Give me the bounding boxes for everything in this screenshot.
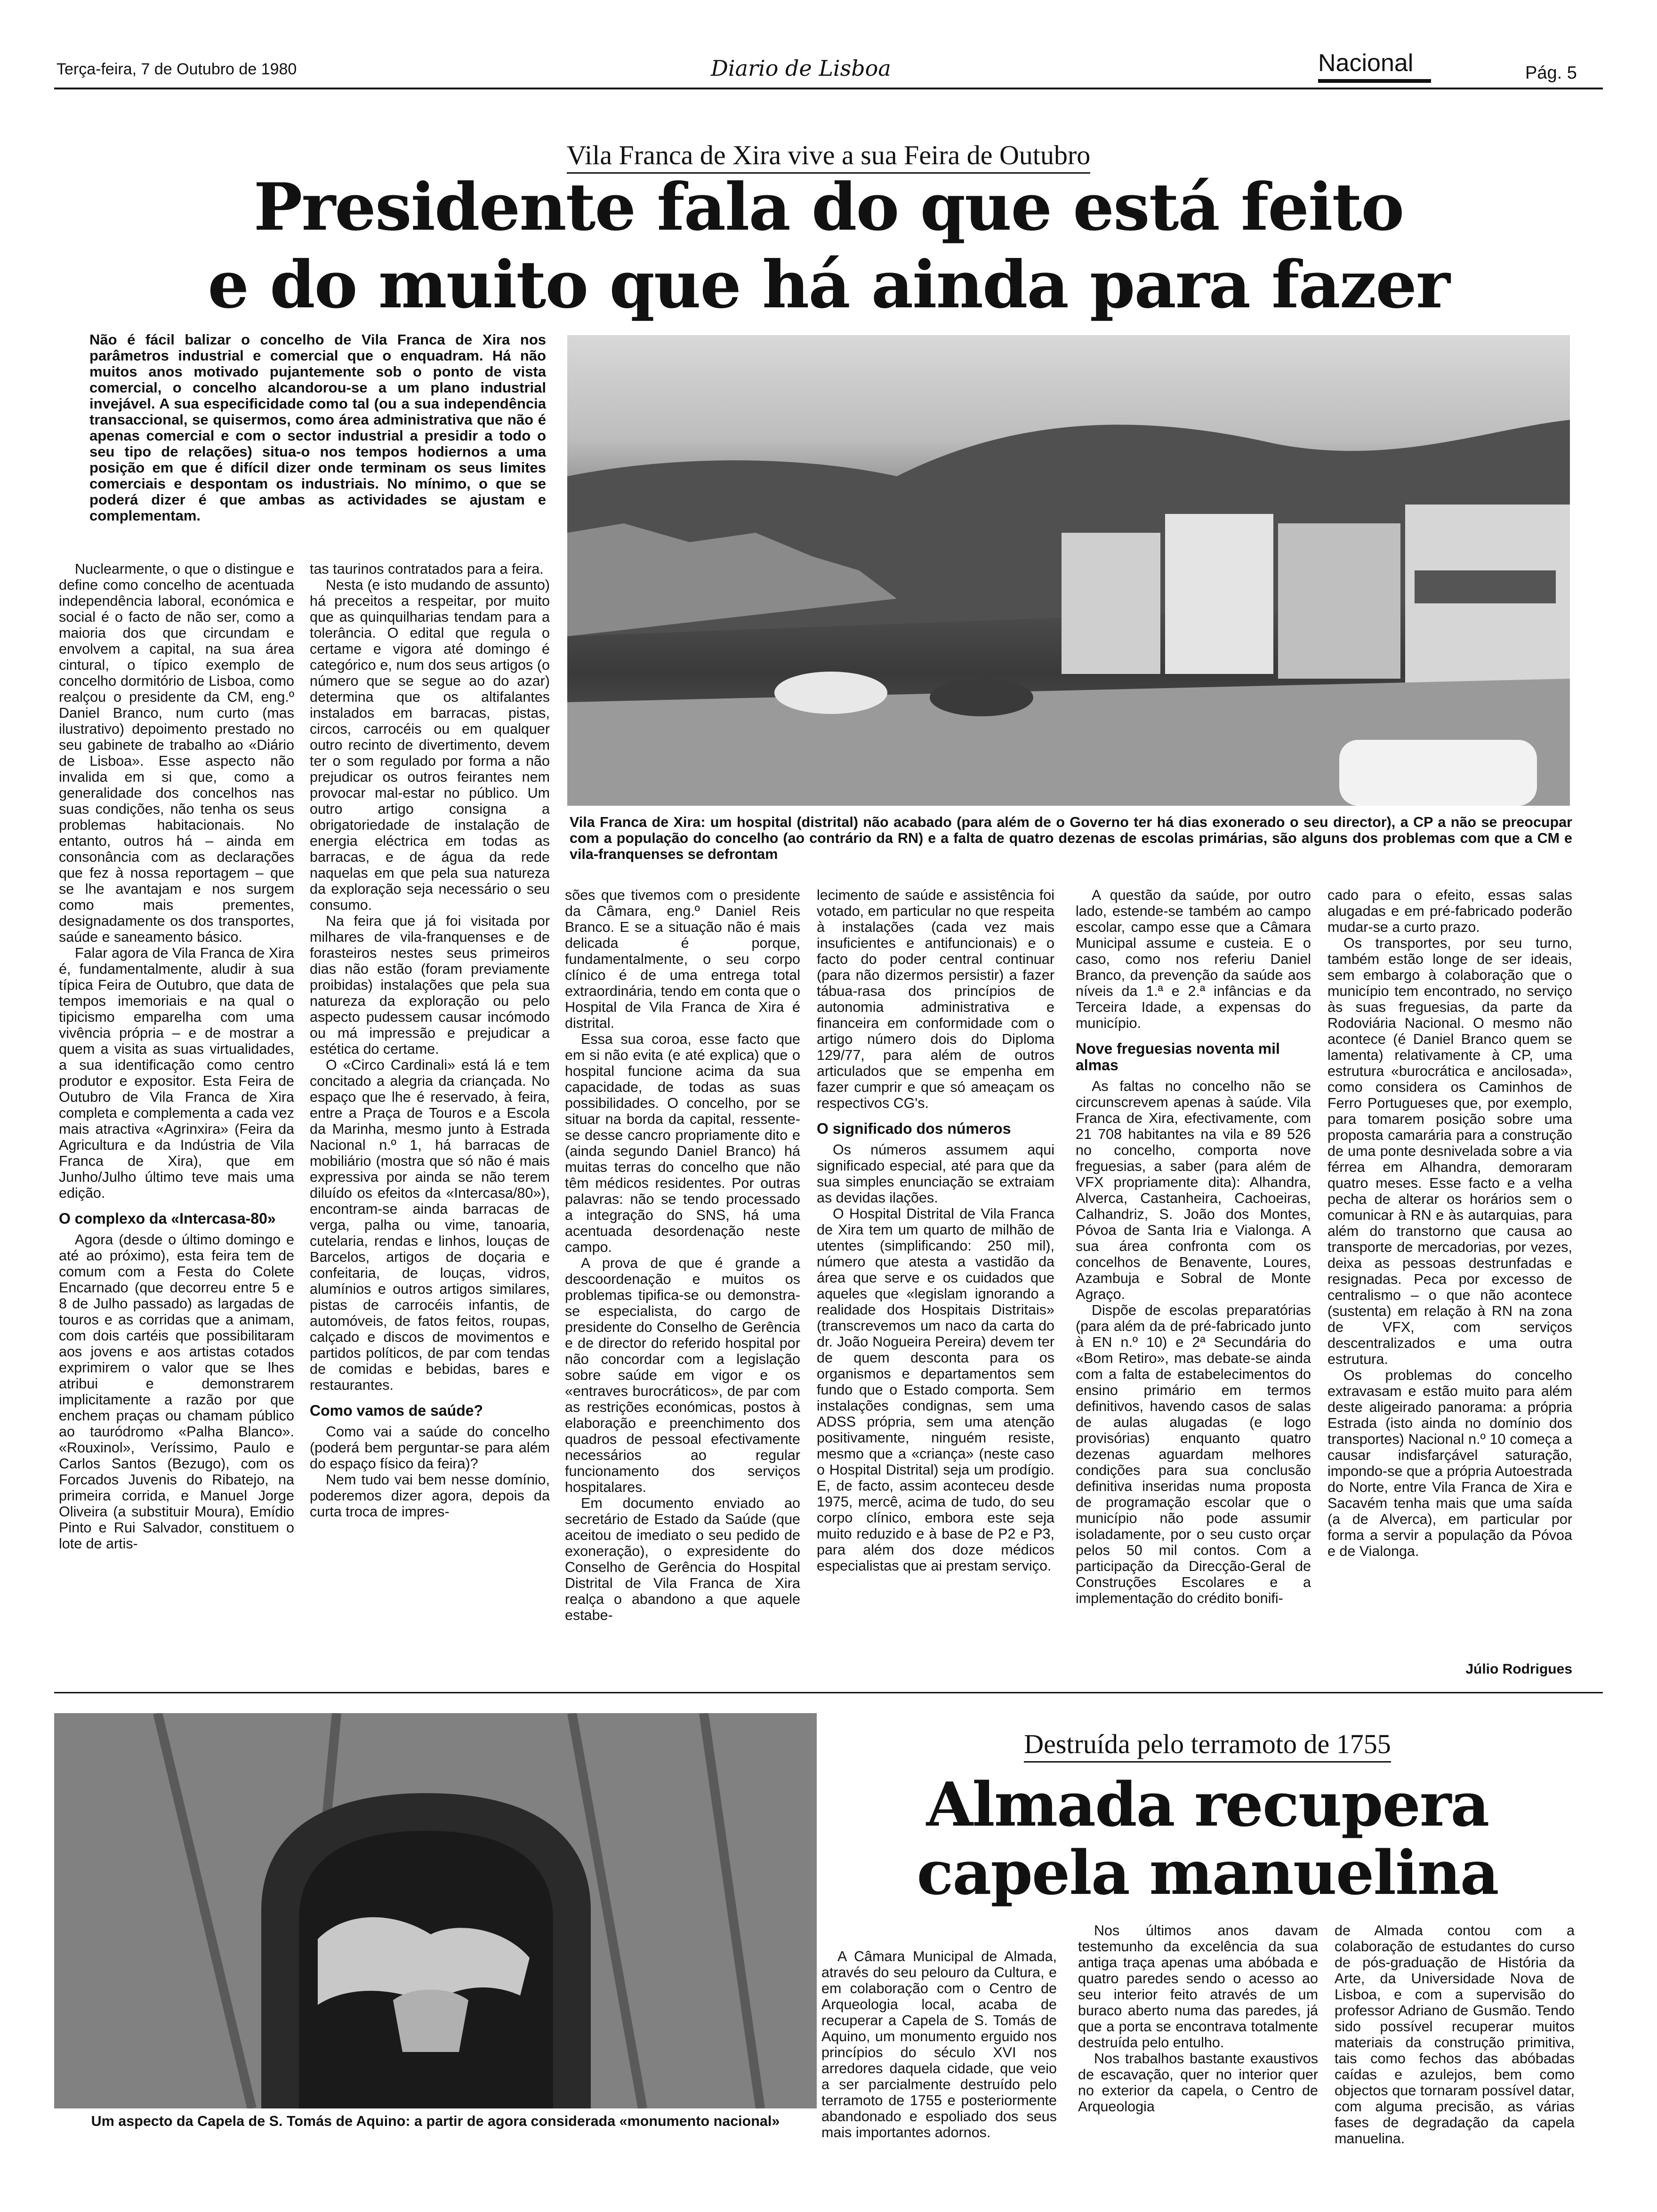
paragraph: As faltas no concelho não se circunscrevem apenas à saúde. Vila Franca de Xira, efectivamente, com 21 708 habitantes na vila e 89 526 no concelho, comporta nove freguesias, a saber (para além de VFX propriamente dita): Alhandra, Alverca, Castanheira, Cachoeiras, Calhandriz, S. João dos Montes, Póvoa de Santa Iria e Vialonga. A sua área confronta com os concelhos de Benavente, Loures, Azambuja e Sobral de Monte Agraço. [1076, 1078, 1311, 1302]
paragraph: cado para o efeito, essas salas alugadas e em pré-fabricado poderão mudar-se a curto prazo. [1327, 887, 1572, 935]
paragraph: Os transportes, por seu turno, também estão longe de ser ideais, sem embargo à colaboração que o município tem encontrado, no serviço às suas freguesias, da parte da Rodoviária Nacional. O mesmo não acontece (é Daniel Branco quem se lamenta) relativamente à CP, uma estrutura «burocrática e ancilosada», como considera os Caminhos de Ferro Portugueses que, por exemplo, para tomarem posição sobre uma proposta camarária para a construção de uma ponte desnivelada sobre a via férrea em Alhandra, demoraram quatro meses. Esse facto e a velha pecha de alterar os horários sem o comunicar à RN e às autarquias, para além do transtorno que causa ao transporte de mercadorias, por vezes, deixa as pessoas destrunfadas e resignadas. Peca por excesso de centralismo – o que não acontece (sustenta) em relação à RN na zona de VFX, com serviços descentralizados e uma outra estrutura. [1327, 935, 1572, 1367]
header-date: Terça-feira, 7 de Outubro de 1980 [56, 60, 297, 78]
article-separator-rule [54, 1692, 1603, 1693]
article1-headline-line2: e do muito que há ainda para fazer [208, 246, 1449, 323]
article2-column-3 [1335, 1923, 1575, 2203]
masthead: Diario de Lisboa [711, 56, 891, 81]
paragraph: Em documento enviado ao secretário de Estado da Saúde (que aceitou de imediato o seu pedido de exoneração), o expresidente do Conselho de Gerência do Hospital Distrital de Vila Franca de Xira realça o abandono a que aquele estabe- [565, 1495, 800, 1623]
article2-column-1 [821, 1948, 1057, 2203]
subheading: O significado dos números [817, 1120, 1011, 1137]
section-underline [1318, 79, 1431, 83]
paragraph: Dispõe de escolas preparatórias (para além da de pré-fabricado junto à EN n.º 10) e 2ª Secundária do «Bom Retiro», mas debate-se ainda com a falta de estabelecimentos do ensino primário em termos definitivos, havendo casos de salas de aulas alugadas (e logo provisórias) enquanto quatro dezenas aguardam melhores condições para sua conclusão definitiva inseridas numa proposta de programação escolar que o município não pode assumir isoladamente, por o seu custo orçar pelos 50 mil contos. Com a participação da Direcção-Geral de Construções Escolares e a implementação do crédito bonifi- [1076, 1302, 1311, 1606]
article1-column-5 [1076, 887, 1311, 1679]
subheading: Como vamos de saúde? [310, 1402, 483, 1419]
paragraph: Nos últimos anos davam testemunho da excelência da sua antiga traça apenas uma abóbada e quatro paredes sendo o acesso ao seu interior feito através de um buraco aberto numa das paredes, já que a porta se encontrava totalmente destruída pelo entulho. [1078, 1923, 1318, 2051]
article2-headline-line2: capela manuelina [917, 1838, 1498, 1908]
paragraph: A questão da saúde, por outro lado, estende-se também ao campo escolar, campo esse que a Câmara Municipal assume e custeia. E o caso, como nos referiu Daniel Branco, da prevenção da saúde aos níveis da 1.ª e 2.ª infâncias e da Terceira Idade, a expensas do município. [1076, 887, 1311, 1031]
paragraph: tas taurinos contratados para a feira. [310, 561, 544, 577]
article1-column-6 [1327, 887, 1572, 1650]
subheading: Nove freguesias noventa mil almas [1076, 1040, 1280, 1074]
article1-column-1 [59, 561, 294, 1679]
paragraph: Nos trabalhos bastante exaustivos de escavação, quer no interior quer no exterior da capela, o Centro de Arqueologia [1078, 2051, 1318, 2115]
paragraph: Os números assumem aqui significado especial, até para que da sua simples enunciação se extraiam as devidas ilações. [817, 1142, 1054, 1206]
article1-lead: Não é fácil balizar o concelho de Vila Franca de Xira nos parâmetros industrial e comercial que o enquadram. Há não muitos anos motivado pujantemente sob o ponto de vista comercial, o concelho alcandorou-se a um plano industrial invejável. A sua especificidade como tal (ou a sua independência transaccional, se quisermos, como área administrativa que não é apenas comercial e com o sector industrial a presidir a todo o seu tipo de relações) situa-o nos tempos hodiernos a uma posição em que é difícil dizer onde terminam os seus limites comerciais e despontam os industriais. No mínimo, o que se poderá dizer é que ambas as actividades se ajustam e complementam. [89, 331, 546, 524]
article2-column-2 [1078, 1923, 1318, 2203]
paragraph: Falar agora de Vila Franca de Xira é, fundamentalmente, aludir à sua típica Feira de Outubro, que data de tempos imemoriais e na qual o tipicismo emparelha com uma vivência própria – e de mostrar a quem a visita as suas virtualidades, a sua identificação como centro produtor e expositor. Esta Feira de Outubro de Vila Franca de Xira completa e complementa a cada vez mais atractiva «Agrinxira» (Feira da Agricultura e da Indústria de Vila Franca de Xira), que em Junho/Julho último teve mais uma edição. [59, 945, 294, 1201]
article2-headline-line1: Almada recupera [926, 1770, 1489, 1840]
vila-franca-photo [567, 335, 1570, 806]
paragraph: Os problemas do concelho extravasam e estão muito para além deste aligeirado panorama: a própria Estrada (isto ainda no domínio dos transportes) Nacional n.º 10 começa a causar indisfarçável saturação, impondo-se que a própria Autoestrada do Norte, entre Vila Franca de Xira e Sacavém tenha mais que uma saída (a de Alverca), em particular por forma a servir a população da Póvoa e de Vialonga. [1327, 1367, 1572, 1559]
paragraph: Como vai a saúde do concelho (poderá bem perguntar-se para além do espaço físico da feira)? [310, 1424, 550, 1472]
article1-photo-caption: Vila Franca de Xira: um hospital (distrital) não acabado (para além de o Governo ter há dias exonerado o seu director), a CP a não se preocupar com a população do concelho (ao contrário da RN) e a falta de quatro dezenas de escolas primárias, são alguns dos problemas com que a CM e vila-franquenses se defrontam [570, 814, 1572, 862]
paragraph: A Câmara Municipal de Almada, através do seu pelouro da Cultura, e em colaboração com o Centro de Arqueologia local, acaba de recuperar a Capela de S. Tomás de Aquino, um monumento erguido nos princípios do século XVI nos arredores daquela cidade, que veio a ser parcialmente destruído pelo terramoto de 1755 e posteriormente abandonado e espoliado dos seus mais importantes adornos. [821, 1948, 1057, 2140]
article1-headline-line1: Presidente fala do que está feito [253, 168, 1404, 245]
article1-column-3 [565, 887, 800, 1679]
paragraph: Agora (desde o último domingo e até ao próximo), esta feira tem de comum com a Festa do Colete Encarnado (que decorreu entre 5 e 8 de Julho passado) as largadas de touros e as corridas que a animam, com dois cartéis que possibilitaram aos jovens e aos artistas cotados exprimirem o valor que se lhes atribui e demonstrarem implicitamente a razão por que enchem praças ou chamam público ao tauródromo «Palha Blanco». «Rouxinol», Veríssimo, Paulo e Carlos Santos (Bezugo), com os Forcados Juvenis do Ribatejo, na primeira corrida, e Manuel Jorge Oliveira (a substituir Moura), Emídio Pinto e Rui Salvador, constituem o lote de artis- [59, 1232, 294, 1552]
article1-column-4 [817, 887, 1054, 1679]
paragraph: Na feira que já foi visitada por milhares de vila-franquenses e de forasteiros nestes seus primeiros dias não estão (foram previamente proibidas) instalações que pela sua natureza da exploração ou pelo aspecto pudessem causar incómodo ou má impressão e prejudicar a estética do certame. [310, 913, 550, 1057]
paragraph: lecimento de saúde e assistência foi votado, em particular no que respeita à instalações (cada vez mais insuficientes e antifuncionais) e o facto do poder central continuar (para não dizermos persistir) a fazer tábua-rasa dos princípios de autonomia administrativa e financeira em conformidade com o artigo número dois do Diploma 129/77, para além de outros articulados que se empenha em fazer cumprir e que só ameaçam os respectivos CG's. [817, 887, 1054, 1111]
paragraph: O Hospital Distrital de Vila Franca de Xira tem um quarto de milhão de utentes (simplificando: 250 mil), número que atesta a vastidão da área que serve e os cuidados que aqueles que «legislam ignorando a realidade dos Hospitais Distritais» (transcrevemos um naco da carta do dr. João Nogueira Pereira) devem ter de quem desconta para os organismos e departamentos sem fundo que o Estado comporta. Sem instalações condignas, sem uma ADSS própria, sem uma atenção positivamente, ninguém resiste, mesmo que a «criança» (neste caso o Hospital Distrital) seja um prodígio. E, de facto, assim aconteceu desde 1975, mercê, acima de tudo, do seu corpo clínico, embora este seja muito reduzido e à base de P2 e P3, para além dos doze médicos especialistas que ai prestam serviço. [817, 1206, 1054, 1574]
section-label: Nacional [1318, 49, 1414, 77]
paragraph: Nuclearmente, o que o distingue e define como concelho de acentuada independência laboral, económica e social é o facto de não ser, como a maioria dos que circundam e envolvem a capital, na sua área cintural, o típico exemplo de concelho dormitório de Lisboa, como realçou o presidente da CM, eng.º Daniel Branco, num curto (mas ilustrativo) depoimento prestado no seu gabinete de trabalho ao «Diário de Lisboa». Esse aspecto não invalida em si que, como a generalidade dos concelhos nas suas condições, não tenha os seus problemas habitacionais. No entanto, outros há – ainda em consonância com as declarações que fez à nossa reportagem – que se lhe avantajam e nos surgem como mais prementes, designadamente os dos transportes, saúde e saneamento básico. [59, 561, 294, 945]
subheading: O complexo da «Intercasa-80» [59, 1210, 276, 1227]
paragraph: Essa sua coroa, esse facto que em si não evita (e até explica) que o hospital funcione acima da sua capacidade, de todas as suas possibilidades. O concelho, por se situar na borda da capital, ressente-se desse cancro propriamente dito e (ainda segundo Daniel Branco) há muitas terras do concelho que não têm médicos residentes. Por outras palavras: não se tendo processado a integração do SNS, há uma acentuada desordenação neste campo. [565, 1031, 800, 1255]
capela-photo [54, 1713, 817, 2108]
paragraph: de Almada contou com a colaboração de estudantes do curso de pós-graduação de História da Arte, da Universidade Nova de Lisboa, e com a supervisão do professor Adriano de Gusmão. Tendo sido possível recuperar muitos materiais da construção primitiva, tais como fechos das abóbadas caídas e azulejos, bem como objectos que tornaram possível datar, com alguma precisão, as várias fases de degradação da capela manuelina. [1335, 1923, 1575, 2147]
paragraph: A prova de que é grande a descoordenação e muitos os problemas tipifica-se ou demonstra-se especialista, do cargo de presidente do Conselho de Gerência e de director do referido hospital por não concordar com a legislação sobre saúde em vigor e os «entraves burocráticos», de par com as restrições económicas, postos à elaboração e preenchimento dos quadros de pessoal efectivamente necessários ao regular funcionamento dos serviços hospitalares. [565, 1255, 800, 1495]
page-number: Pág. 5 [1525, 63, 1577, 83]
paragraph: Nesta (e isto mudando de assunto) há preceitos a respeitar, por muito que as quinquilharias tendam para a tolerância. O edital que regula o certame e vigora até domingo é categórico e, num dos seus artigos (o número que se segue ao do azar) determina que os altifalantes instalados em barracas, pistas, circos, carrocéis ou em qualquer outro recinto de divertimento, devem ter o som regulado por forma a não prejudicar os outros feirantes nem provocar mal-estar no público. Um outro artigo consigna a obrigatoriedade de instalação de energia eléctrica em todas as barracas, e de água da rede naquelas em que pela sua natureza da exploração seja necessário o seu consumo. [310, 577, 550, 913]
paragraph: O «Circo Cardinali» está lá e tem concitado a alegria da criançada. No espaço que lhe é reservado, à feira, entre a Praça de Touros e a Escola da Marinha, mesmo junto à Estrada Nacional n.º 1, há barracas de mobiliário (mostra que só não é mais expressiva por ainda se não terem diluído os efeitos da «Intercasa/80»), encontram-se ainda barracas de verga, palha ou vime, tanoaria, cutelaria, rendas e linhos, louças de Barcelos, artigos de doçaria e confeitaria, de louças, vidros, alumínios e outros artigos similares, pistas de carrocéis infantis, de automóveis, de fatos feitos, roupas, calçado e discos de movimentos e partidos políticos, de par com tendas de comidas e bebidas, bares e restaurantes. [310, 1057, 550, 1393]
article2-kicker: Destruída pelo terramoto de 1755 [843, 1728, 1572, 1760]
article1-kicker: Vila Franca de Xira vive a sua Feira de Outubro [0, 139, 1657, 171]
article1-signature: Júlio Rodrigues [1465, 1661, 1572, 1677]
paragraph: Nem tudo vai bem nesse domínio, poderemos dizer agora, depois da curta troca de impres- [310, 1472, 550, 1520]
header-rule [54, 88, 1603, 89]
article1-column-2 [310, 561, 550, 1679]
paragraph: sões que tivemos com o presidente da Câmara, eng.º Daniel Reis Branco. E se a situação não é mais delicada é porque, fundamentalmente, o seu corpo clínico é de uma entrega total extraordinária, tendo em conta que o Hospital de Vila Franca de Xira é distrital. [565, 887, 800, 1031]
article2-photo-caption: Um aspecto da Capela de S. Tomás de Aquino: a partir de agora considerada «monumento nacional» [91, 2113, 780, 2129]
